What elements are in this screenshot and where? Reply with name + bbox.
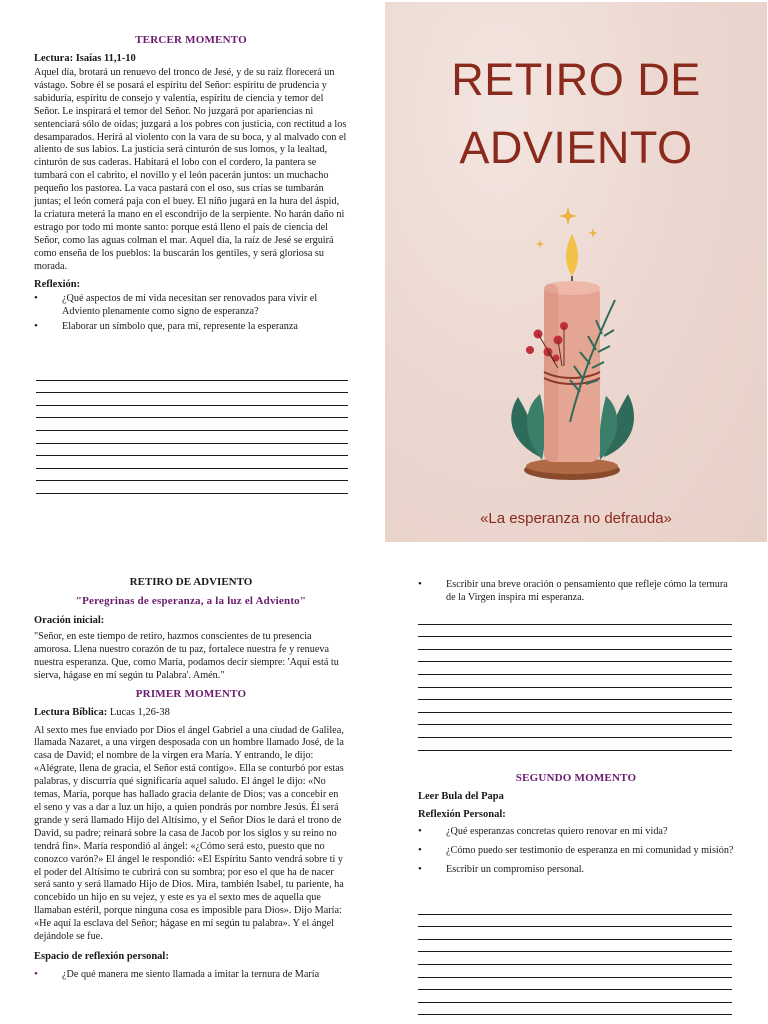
- flame-icon: [566, 234, 578, 276]
- retreat-title: RETIRO DE ADVIENTO: [129, 576, 253, 588]
- heading-segundo-momento: SEGUNDO MOMENTO: [515, 772, 637, 784]
- cover-subtitle: «La esperanza no defrauda»: [480, 510, 672, 527]
- reading-text: Aquel día, brotará un renuevo del tronco de Jesé, y de su raíz florecerá un vástago. Sobre él se posará el espíritu del Señor: espíritu de prudencia y sabiduría, espíritu de consejo y valentía, espíritu de ciencia y temor del Señor. Le inspirará el temor del Señor. No juzgará por apariencias ni sentenciará sólo de oídas; juzgará a los pobres con justicia, con rectitud a los desamparados. Herirá al violento con la vara de su boca, y al malvado con el aliento de sus labios. La justicia será cinturón de sus lomos, y la lealtad, cinturón de sus caderas. Habitará el lobo con el cordero, la pantera se tumbará con el cabrito, el novillo y el león pacerán juntos: un muchacho pequeño los pastorea. La vaca pastará con el oso, sus crías se tumbarán juntas; el león comerá paja con el buey. El niño jugará en la hura del áspid, la criatura meterá la mano en el escondrijo de la serpiente. No harán daño ni estrago por todo mi monte santo: porque está lleno el país de ciencia del Señor, como las aguas colman el mar. Aquel día, la raíz de Jesé se erguirá como enseña de los pueblos: la buscarán los gentiles, y será gloriosa su morada.: [34, 67, 347, 272]
- personal-reflection-item: • ¿Cómo puedo ser testimonio de esperanza en mi comunidad y misión?: [418, 844, 734, 857]
- read-bula-label: Leer Bula del Papa: [418, 791, 504, 802]
- sparkle-icon: [536, 207, 598, 248]
- personal-space-item: • ¿De qué manera me siento llamada a imitar la ternura de María: [34, 968, 348, 981]
- cover-panel: [385, 2, 767, 542]
- writing-lines-3[interactable]: [418, 902, 732, 1015]
- bible-reading-ref: Lucas 1,26-38: [107, 706, 170, 718]
- prayer-task-item: • Escribir una breve oración o pensamiento que refleje cómo la ternura de la Virgen inspira mi esperanza.: [418, 578, 734, 604]
- prayer-task-list: [418, 578, 734, 604]
- bible-reading-line: [34, 707, 348, 720]
- personal-reflection-list: [418, 825, 734, 876]
- panel-segundo-momento: [418, 578, 734, 604]
- reflection-item: • Elaborar un símbolo que, para mí, represente la esperanza: [34, 320, 348, 333]
- writing-lines-1[interactable]: [36, 368, 348, 494]
- opening-prayer-text: "Señor, en este tiempo de retiro, hazmos conscientes de tu presencia amorosa. Llena nuestro corazón de tu paz, fortalece nuestra fe y renueva nuestra esperanza. Que, como María, podamos decir siempre: 'Aquí está tu sierva, hágase en mí según tu Palabra'. Amén.": [34, 631, 339, 681]
- reflection-item: • ¿Qué aspectos de mi vida necesitan ser renovados para vivir el Adviento plenamente como signo de esperanza?: [34, 292, 348, 318]
- panel-primer-momento: [34, 576, 348, 981]
- candle-illustration: [500, 202, 650, 482]
- heading-primer-momento: PRIMER MOMENTO: [135, 687, 247, 700]
- personal-reflection-label: Reflexión Personal:: [418, 809, 506, 820]
- personal-space-list: [34, 968, 348, 981]
- reflection-list: [34, 292, 348, 333]
- bible-reading-text: Al sexto mes fue enviado por Dios el ángel Gabriel a una ciudad de Galilea, llamada Nazaret, a una virgen desposada con un hombre llamado José, de la casa de David; el nombre de la virgen era María. Y entrando, le dijo: «Alégrate, llena de gracia, el Señor está contigo». Ella se conturbó por estas palabras, y discurría qué significaría aquel saludo. El ángel le dijo: «No temas, María, porque has hallado gracia delante de Dios; vas a concebir en el seno y vas a dar a luz un hijo, a quien pondrás por nombre Jesús. Él será grande y será llamado Hijo del Altísimo, y el Señor Dios le dará el trono de David, su padre; reinará sobre la casa de Jacob por los siglos y su reino no tendrá fin». María respondió al ángel: «¿Cómo será esto, puesto que no conozco varón?» El ángel le respondió: «El Espíritu Santo vendrá sobre ti y el poder del Altísimo te cubrirá con su sombra; por eso el que ha de nacer será santo y será llamado Hijo de Dios. Mira, también Isabel, tu pariente, ha concebido un hijo en su vejez, y este es ya el sexto mes de aquella que llamaban estéril, porque ninguna cosa es imposible para Dios». Dijo María: «He aquí la esclava del Señor; hágase en mí según tu palabra». Y el ángel dejándole se fue.: [34, 724, 344, 943]
- heading-tercer-momento: TERCER MOMENTO: [135, 34, 247, 46]
- personal-space-label: Espacio de reflexión personal:: [34, 950, 169, 962]
- cover-title-line2: ADVIENTO: [459, 122, 693, 173]
- cover-title-line1: RETIRO DE: [451, 54, 701, 105]
- segundo-momento-section: [418, 772, 734, 876]
- reflection-label: Reflexión:: [34, 278, 81, 290]
- bible-reading-label: Lectura Bíblica:: [34, 706, 108, 718]
- panel-tercer-momento: [34, 34, 348, 333]
- personal-reflection-item: • ¿Qué esperanzas concretas quiero renovar en mi vida?: [418, 825, 734, 838]
- opening-prayer-label: Oración inicial:: [34, 615, 105, 626]
- writing-lines-2[interactable]: [418, 612, 732, 751]
- personal-reflection-item: • Escribir un compromiso personal.: [418, 863, 734, 876]
- retreat-subtitle: "Peregrinas de esperanza, a la luz el Adviento": [75, 595, 307, 607]
- reading-label: Lectura: Isaías 11,1-10: [34, 53, 136, 64]
